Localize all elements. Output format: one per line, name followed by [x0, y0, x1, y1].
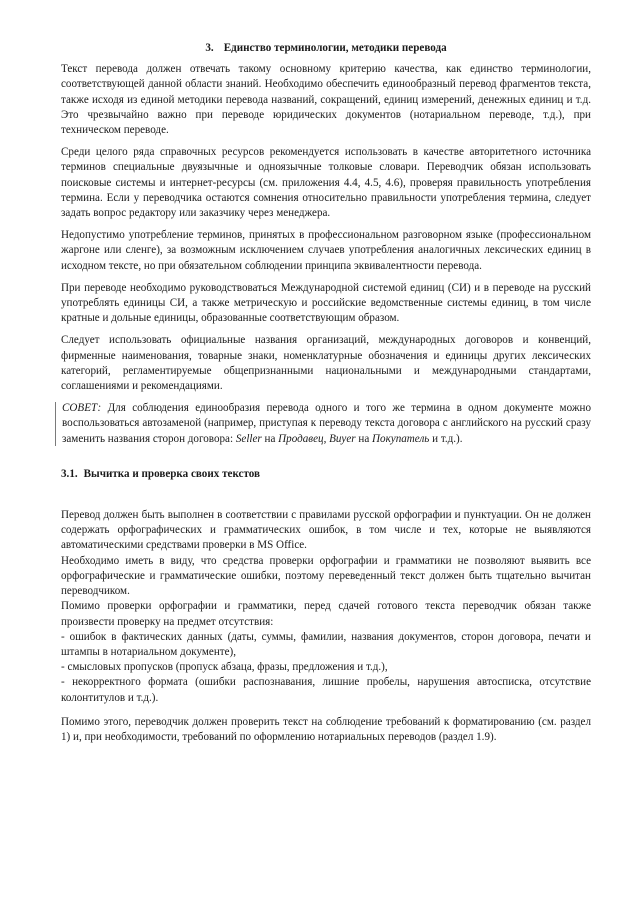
- section-3-1-title: Вычитка и проверка своих текстов: [83, 467, 261, 480]
- tip-tail: и т.д.).: [429, 432, 463, 445]
- section-3-1-number: 3.1.: [61, 467, 78, 480]
- tip-on-2: на: [355, 432, 373, 445]
- list-item: - некорректного формата (ошибки распознавания, лишние пробелы, нарушения автосписка, отсутствие колонтитулов и т.д.).: [61, 676, 591, 704]
- tip-margin-bar: [55, 402, 56, 446]
- section-3-paragraph-1: Текст перевода должен отвечать такому основному критерию качества, как единство терминологии, соответствующей данной области знаний. Необходимо обеспечить единообразный перевод фрагментов текста, также исходя из единой методики перевода названий, сокращений, единиц измерений, денежных единиц и т.д. Это чрезвычайно важно при переводе юридических документов (нотариальном переводе, т.д.), при техническом переводе.: [61, 63, 591, 137]
- tip-comma: ,: [323, 432, 330, 445]
- section-3-paragraph-2: Среди целого ряда справочных ресурсов рекомендуется использовать в качестве авторитетного источника терминов специальные двуязычные и одноязычные толковые словари. Переводчик обязан использовать поисковые системы и интернет-ресурсы (см. приложения 4.4, 4.5, 4.6), проверяя правильность употребления термина. Если у переводчика остаются сомнения относительно правильности употребления термина, следует задать вопрос редактору или заказчику через менеджера.: [61, 146, 591, 220]
- tip-note: [61, 401, 591, 447]
- list-item: - смысловых пропусков (пропуск абзаца, фразы, предложения и т.д.),: [61, 661, 388, 674]
- section-3-heading: [61, 41, 591, 56]
- tip-label: СОВЕТ:: [62, 402, 102, 415]
- tip-term-prodavets: Продавец: [278, 432, 324, 445]
- tip-term-pokupatel: Покупатель: [372, 432, 430, 445]
- tip-term-buyer: Buyer: [329, 432, 356, 445]
- section-3-1-paragraph: Необходимо иметь в виду, что средства проверки орфографии и грамматики не позволяют выявить все орфографические и грамматические ошибки, поэтому переведенный текст должен быть тщательно вычитан переводчиком.: [61, 554, 591, 598]
- section-3-paragraph-5: Следует использовать официальные названия организаций, международных договоров и конвенций, фирменные наименования, товарные знаки, номенклатурные обозначения и единицы других лексических категорий, регламентируемые общепризнанными национальными и международными стандартами, соглашениями и рекомендациями.: [61, 334, 591, 393]
- section-3-1-paragraph: Перевод должен быть выполнен в соответствии с правилами русской орфографии и пунктуации. Он не должен содержать орфографических и грамматических ошибок, в том числе и тех, которые не выявляются автоматическими средствами проверки в MS Office.: [61, 509, 591, 552]
- section-3-title: Единство терминологии, методики перевода: [223, 42, 447, 54]
- section-3-1-heading: [61, 467, 591, 482]
- list-item: - ошибок в фактических данных (даты, суммы, фамилии, названия документов, сторон договора, печати и штампы в нотариальном документе),: [61, 630, 591, 658]
- tip-text: Для соблюдения единообразия перевода одного и того же термина в одном документе можно воспользоваться автозаменой (например, приступая к переводу текста договора с английского на русский сразу заменить названия сторон договора:: [62, 402, 591, 445]
- section-3-paragraph-4: При переводе необходимо руководствоваться Международной системой единиц (СИ) и в переводе на русский употреблять единицы СИ, а также метрическую и российские ведомственные системы единиц, в том числе кратные и дольные единицы, образованные соответствующим образом.: [61, 281, 591, 325]
- tip-term-seller: Seller: [235, 432, 262, 445]
- section-3-1-paragraph: Помимо проверки орфографии и грамматики, перед сдачей готового текста переводчик обязан также произвести проверку на предмет отсутствия:: [61, 600, 591, 628]
- section-3-paragraph-3: Недопустимо употребление терминов, принятых в профессиональном разговорном языке (профессиональном жаргоне или сленге), за возможным исключением случаев употребления аналогичных лексических единиц в исходном тексте, но при обязательном соблюдении принципа эквивалентности перевода.: [61, 229, 591, 272]
- document-body: [61, 41, 591, 745]
- section-3-1-paragraph: Помимо этого, переводчик должен проверить текст на соблюдение требований к форматированию (см. раздел 1) и, при необходимости, требований по оформлению нотариальных переводов (раздел 1.9).: [61, 715, 591, 743]
- section-3-number: 3.: [205, 42, 214, 54]
- section-3-1-body: [61, 508, 591, 745]
- tip-on-1: на: [261, 432, 279, 445]
